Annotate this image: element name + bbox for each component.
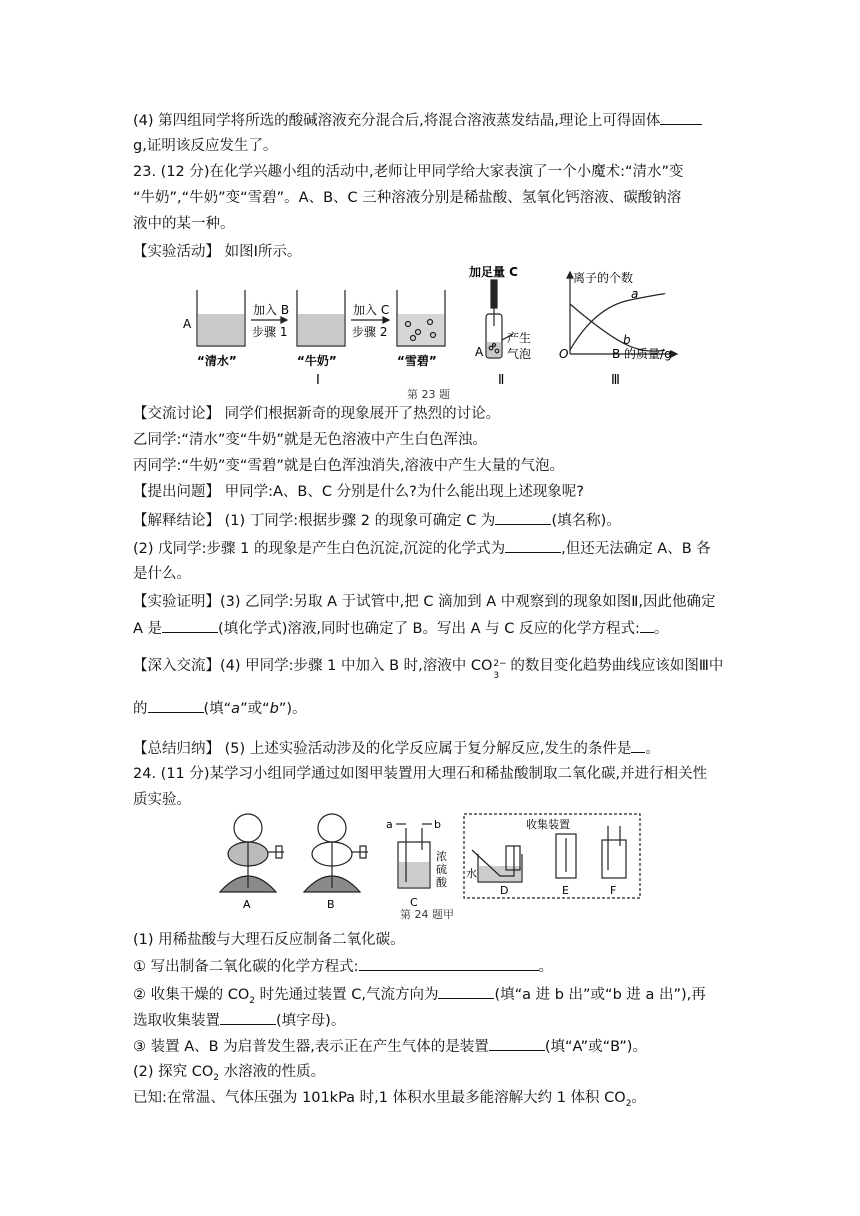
roman-2: Ⅱ bbox=[498, 373, 505, 388]
q24-known-text: 已知:在常温、气体压强为 101kPa 时,1 体积水里最多能溶解大约 1 体积 CO bbox=[133, 1090, 626, 1106]
q23-3-line: 【实验证明】(3) 乙同学:另取 A 于试管中,把 C 滴加到 A 中观察到的现象如图Ⅱ,因此他确定 bbox=[133, 594, 716, 610]
label-a-beaker: A bbox=[183, 317, 192, 331]
q23-1-line bbox=[133, 510, 621, 531]
q23-1-hint: (填名称)。 bbox=[551, 513, 621, 529]
q23-4-hint-1: (填“ bbox=[203, 701, 232, 717]
q23-5-line bbox=[133, 738, 660, 759]
q24-known-line bbox=[133, 1088, 646, 1114]
label-E: E bbox=[562, 884, 569, 897]
answer-blank[interactable] bbox=[505, 538, 561, 553]
xuebi-label: “雪碧” bbox=[397, 354, 437, 368]
q23-stem-1: 23. (12 分)在化学兴趣小组的活动中,老师让甲同学给大家表演了一个小魔术:“清水”变 bbox=[133, 164, 684, 180]
add-b-label: 加入 B bbox=[253, 303, 290, 317]
q23-5-text: 【总结归纳】 (5) 上述实验活动涉及的化学反应属于复分解反应,发生的条件是 bbox=[133, 741, 632, 757]
q24-1-3-text: ③ 装置 A、B 为启普发生器,表示正在产生气体的是装置 bbox=[133, 1039, 489, 1055]
graph-ylabel: 离子的个数 bbox=[573, 271, 634, 285]
answer-blank[interactable] bbox=[495, 510, 551, 525]
answer-blank[interactable] bbox=[438, 984, 494, 999]
q24-1-2-hint: (填字母)。 bbox=[276, 1013, 346, 1029]
q22-4-text: (4) 第四组同学将所选的酸碱溶液充分混合后,将混合溶液蒸发结晶,理论上可得固体 bbox=[133, 113, 661, 129]
dropper bbox=[491, 280, 497, 308]
label-B: B bbox=[327, 898, 335, 911]
q23-4-de: 的 bbox=[133, 701, 148, 717]
q22-4-line bbox=[133, 110, 702, 131]
q23-yi: 乙同学:“清水”变“牛奶”就是无色溶液中产生白色浑浊。 bbox=[133, 432, 487, 448]
q24-2-line bbox=[133, 1062, 325, 1088]
answer-blank[interactable] bbox=[148, 698, 204, 713]
roman-3: Ⅲ bbox=[611, 373, 620, 388]
q23-4-text: 【深入交流】(4) 甲同学:步骤 1 中加入 B 时,溶液中 CO bbox=[133, 658, 493, 674]
chansheng-label: 产生 bbox=[507, 331, 532, 345]
roman-1: Ⅰ bbox=[316, 373, 320, 388]
co3-subscript: 3 bbox=[493, 671, 500, 681]
q24-1-2-line-2 bbox=[133, 1010, 345, 1031]
option-b: b bbox=[269, 701, 279, 717]
tube-a-label: A bbox=[475, 345, 484, 359]
kipp-a-top bbox=[234, 814, 262, 842]
q23-4-line-2 bbox=[133, 698, 306, 719]
q23-4-hint-2: ”或“ bbox=[240, 701, 270, 717]
q23-4-hint-3: ”)。 bbox=[278, 701, 307, 717]
jiazu-label: 加足量 C bbox=[469, 265, 518, 279]
figure-23 bbox=[175, 262, 695, 402]
answer-blank[interactable] bbox=[162, 618, 218, 633]
label-F: F bbox=[610, 884, 617, 897]
co3-charge: 2− bbox=[493, 659, 507, 669]
q23-1-text: 【解释结论】 (1) 丁同学:根据步骤 2 的现象可确定 C 为 bbox=[133, 513, 496, 529]
step1-label: 步骤 1 bbox=[252, 325, 288, 339]
q24-1-1-line bbox=[133, 956, 553, 977]
q23-2-tail: ,但还无法确定 A、B 各 bbox=[561, 541, 711, 557]
q23-3-mid: (填化学式)溶液,同时也确定了 B。写出 A 与 C 反应的化学方程式: bbox=[218, 621, 640, 637]
q23-4-tail: 的数目变化趋势曲线应该如图Ⅲ中 bbox=[510, 658, 724, 674]
q24-1-3-line bbox=[133, 1036, 647, 1057]
q23-question: 【提出问题】 甲同学:A、B、C 分别是什么?为什么能出现上述现象呢? bbox=[133, 484, 584, 500]
q23-3-text: A 是 bbox=[133, 621, 163, 637]
answer-blank[interactable] bbox=[660, 110, 702, 125]
q23-activity: 【实验活动】 如图Ⅰ所示。 bbox=[133, 244, 302, 260]
q24-1-2-tail: (填“a 进 b 出”或“b 进 a 出”),再 bbox=[494, 987, 706, 1003]
qipao-label: 气泡 bbox=[507, 347, 532, 361]
co2-subscript: 2 bbox=[213, 1072, 220, 1083]
pipe-a-label: a bbox=[386, 818, 393, 831]
answer-blank[interactable] bbox=[640, 618, 654, 633]
acid-label-3: 酸 bbox=[436, 876, 447, 889]
answer-blank[interactable] bbox=[489, 1036, 545, 1051]
add-c-label: 加入 C bbox=[353, 303, 390, 317]
graph-xlabel: B 的质量/g bbox=[612, 347, 672, 361]
niunai-label: “牛奶” bbox=[297, 354, 337, 368]
option-a: a bbox=[231, 701, 241, 717]
q24-1-3-hint: (填“A”或“B”)。 bbox=[544, 1039, 647, 1055]
q23-5-end: 。 bbox=[645, 741, 660, 757]
label-C: C bbox=[410, 896, 418, 909]
q24-1-2-text: ② 收集干燥的 CO bbox=[133, 987, 250, 1003]
q24-1-line: (1) 用稀盐酸与大理石反应制备二氧化碳。 bbox=[133, 932, 405, 948]
q23-stem-3: 液中的某一种。 bbox=[133, 216, 235, 232]
q23-2-line-2: 是什么。 bbox=[133, 566, 191, 582]
curve-b bbox=[570, 304, 665, 351]
q23-stem-2: “牛奶”,“牛奶”变“雪碧”。A、B、C 三种溶液分别是稀盐酸、氢氧化钙溶液、碳酸钠溶 bbox=[133, 190, 682, 206]
qingshui-label: “清水” bbox=[197, 354, 237, 368]
q23-discussion: 【交流讨论】 同学们根据新奇的现象展开了热烈的讨论。 bbox=[133, 406, 501, 422]
answer-blank[interactable] bbox=[631, 738, 645, 753]
q24-1-2-line bbox=[133, 984, 706, 1011]
collect-label: 收集装置 bbox=[526, 818, 570, 831]
q22-4-line-2: g,证明该反应发生了。 bbox=[133, 138, 278, 154]
curve-b-label: b bbox=[623, 333, 631, 347]
bottle-f bbox=[602, 840, 626, 878]
water-label: 水 bbox=[466, 867, 477, 880]
label-A: A bbox=[243, 898, 251, 911]
q23-4-line bbox=[133, 656, 724, 681]
q24-2-text: (2) 探究 CO bbox=[133, 1064, 214, 1080]
q24-known-end: 。 bbox=[631, 1090, 646, 1106]
kipp-b-top bbox=[318, 814, 346, 842]
q23-2-text: (2) 戊同学:步骤 1 的现象是产生白色沉淀,沉淀的化学式为 bbox=[133, 541, 506, 557]
figure-23-caption: 第 23 题 bbox=[407, 388, 450, 401]
q24-1-2-mid: 时先通过装置 C,气流方向为 bbox=[255, 987, 439, 1003]
q24-1-1-text: ① 写出制备二氧化碳的化学方程式: bbox=[133, 959, 359, 975]
q23-2-line bbox=[133, 538, 711, 559]
q24-1-1-end: 。 bbox=[538, 959, 553, 975]
co2-subscript: 2 bbox=[249, 995, 255, 1006]
label-D: D bbox=[500, 884, 509, 897]
q24-2-tail: 水溶液的性质。 bbox=[219, 1064, 326, 1080]
co2-subscript: 2 bbox=[625, 1098, 632, 1109]
answer-blank[interactable] bbox=[220, 1010, 276, 1025]
q23-3-line-2 bbox=[133, 618, 668, 639]
origin-label: O bbox=[559, 347, 569, 361]
curve-a-label: a bbox=[631, 287, 639, 301]
q24-stem-2: 质实验。 bbox=[133, 792, 191, 808]
curve-a bbox=[570, 294, 665, 350]
acid-label-2: 硫 bbox=[436, 863, 447, 876]
q23-bing: 丙同学:“牛奶”变“雪碧”就是白色浑浊消失,溶液中产生大量的气泡。 bbox=[133, 458, 565, 474]
figure-24 bbox=[210, 810, 650, 922]
step2-label: 步骤 2 bbox=[352, 325, 388, 339]
figure-24-caption: 第 24 题甲 bbox=[400, 908, 454, 921]
q24-stem-1: 24. (11 分)某学习小组同学通过如图甲装置用大理石和稀盐酸制取二氧化碳,并进行相关性 bbox=[133, 766, 708, 782]
q23-3-end: 。 bbox=[653, 621, 669, 637]
pipe-b-label: b bbox=[434, 818, 441, 831]
acid-label-1: 浓 bbox=[436, 850, 447, 863]
answer-blank[interactable] bbox=[359, 956, 539, 971]
q24-1-2-text-2: 选取收集装置 bbox=[133, 1013, 220, 1029]
